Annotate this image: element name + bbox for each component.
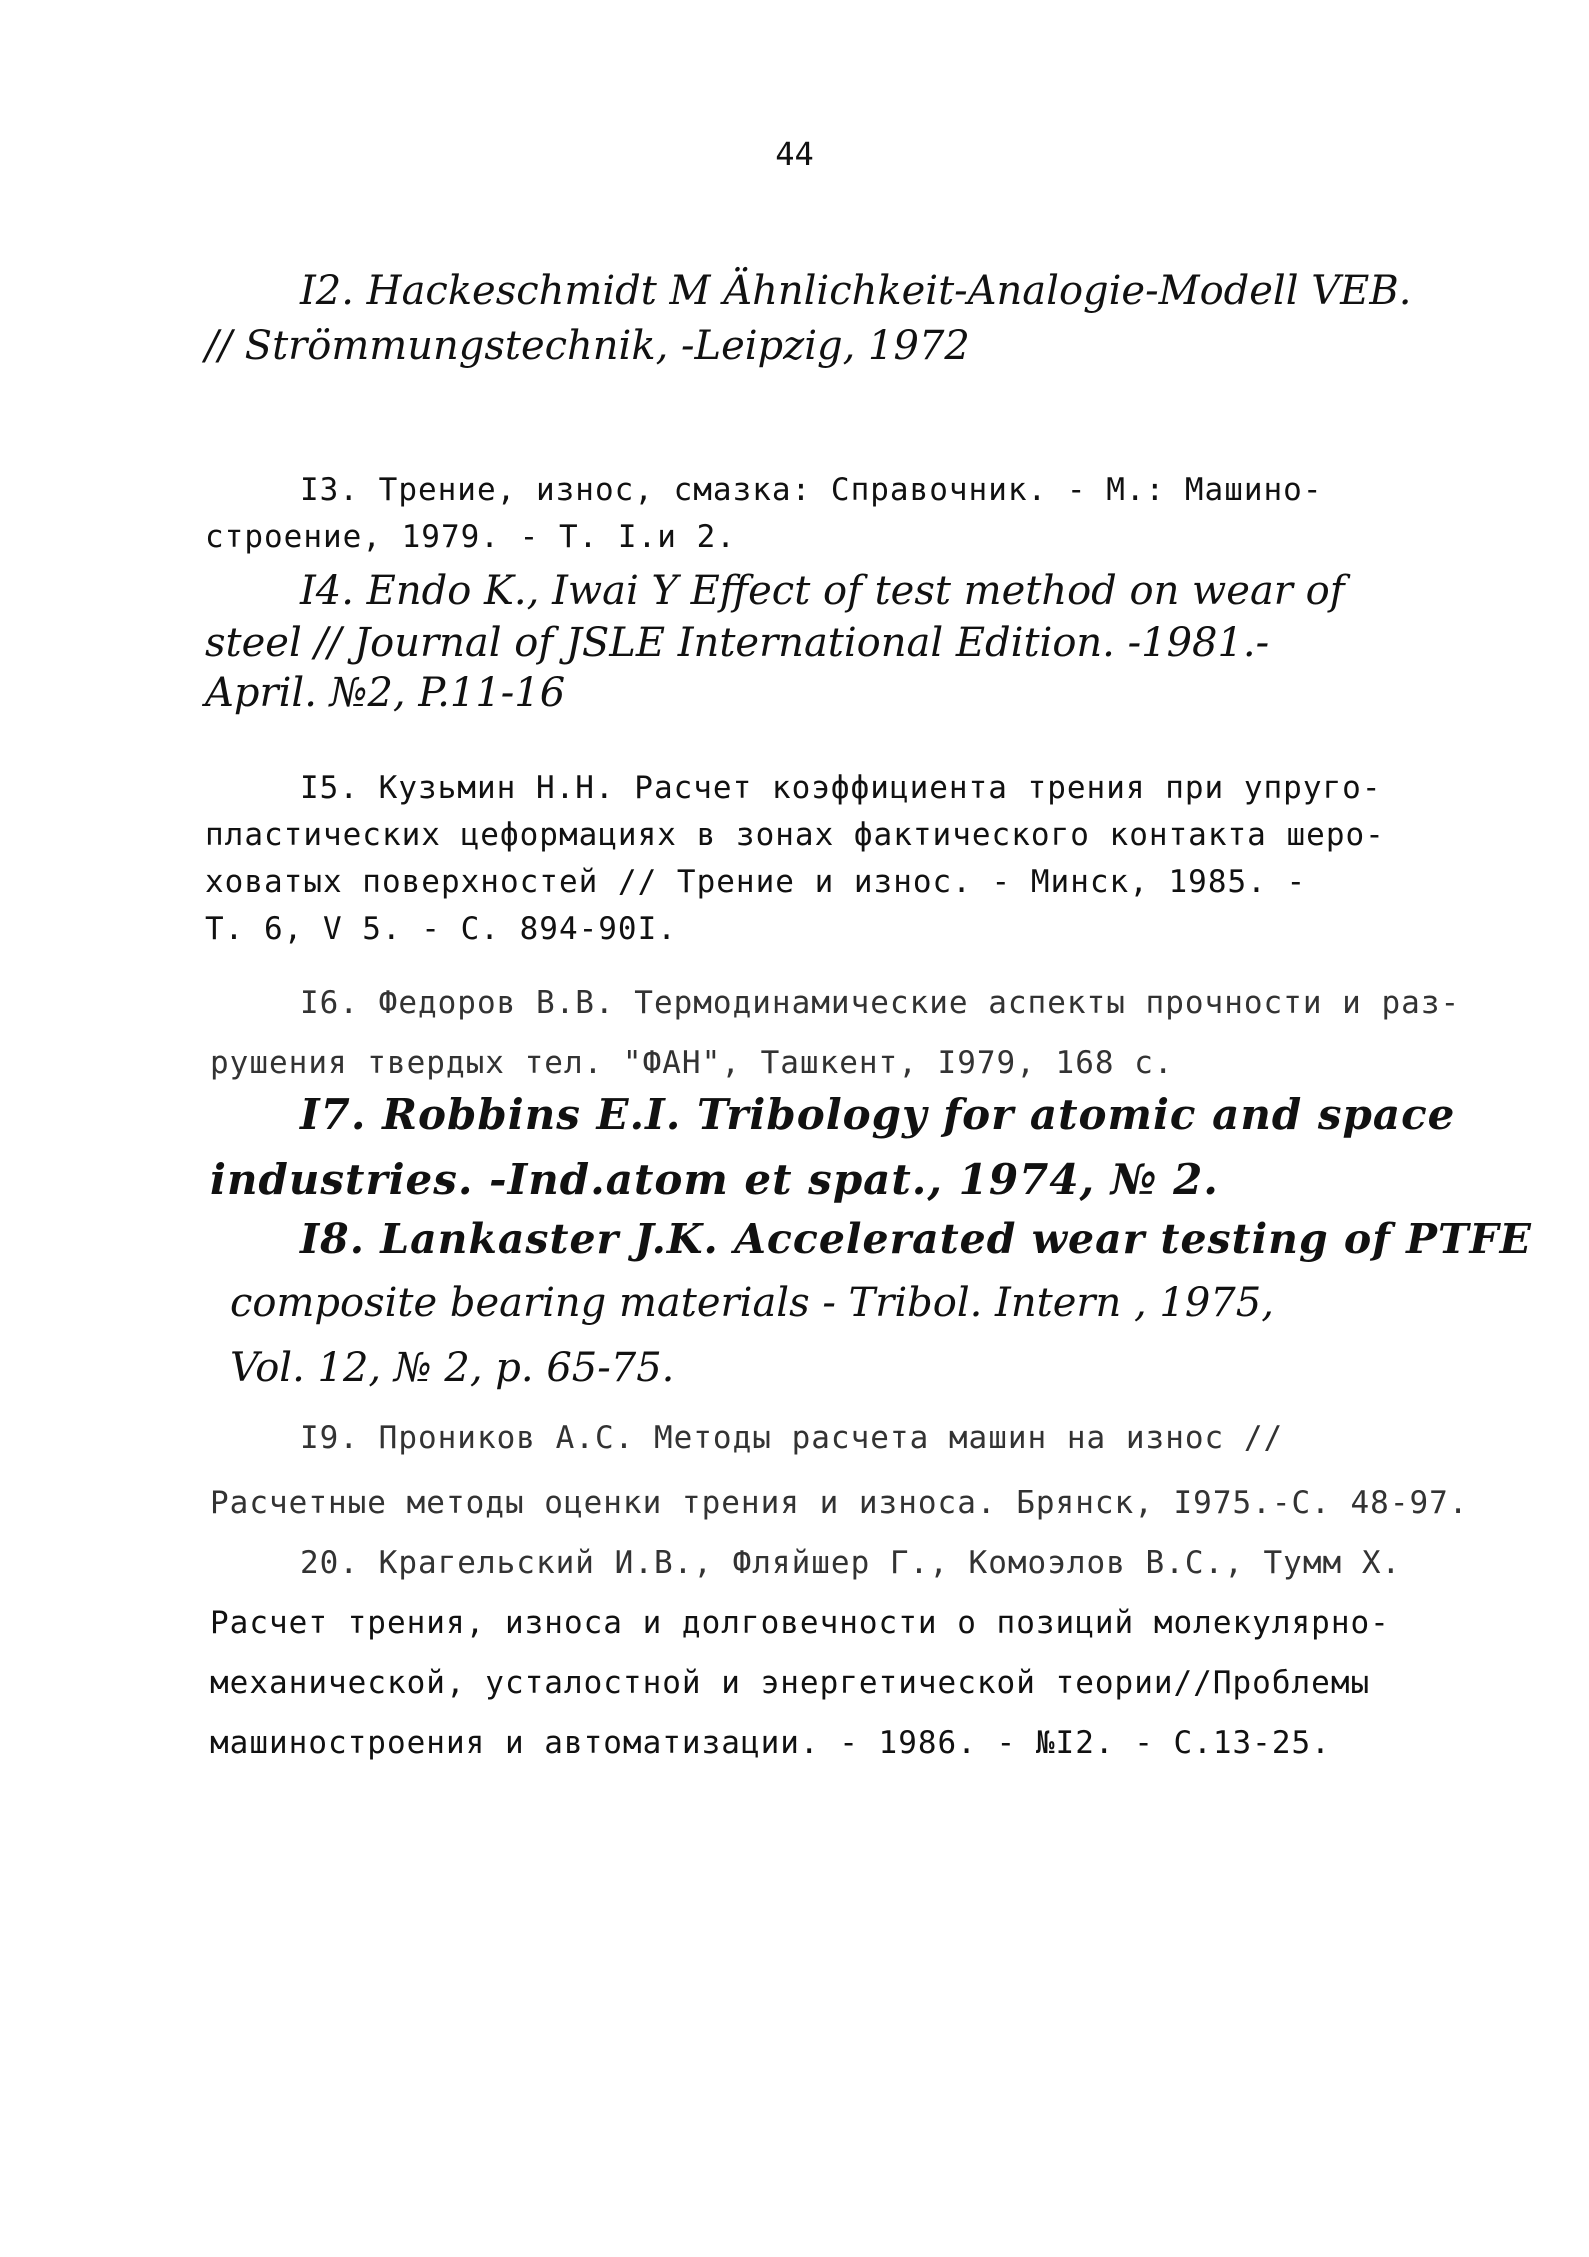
reference-12-line-1: I2. Hackeschmidt M Ähnlichkeit-Analogie-Modell VEB. [300,268,1412,314]
reference-14-line-1: I4. Endo K., Iwai Y Effect of test method on wear of [300,568,1345,614]
reference-20-line-1: 20. Крагельский И.В., Фляйшер Г., Комоэлов В.С., Тумм Х. [300,1545,1402,1581]
reference-17-line-1: I7. Robbins E.I. Tribology for atomic and space [300,1090,1456,1139]
reference-13-line-2: строение, 1979. - Т. I.и 2. [205,519,736,555]
reference-13-line-1: I3. Трение, износ, смазка: Справочник. - М.: Машино- [300,472,1323,508]
reference-16-line-2: рушения твердых тел. "ФАН", Ташкент, I979, 168 с. [210,1045,1174,1081]
reference-20-line-2: Расчет трения, износа и долговечности о позиций молекулярно- [210,1605,1390,1641]
reference-16-line-1: I6. Федоров В.В. Термодинамические аспекты прочности и раз- [300,985,1461,1021]
reference-18-line-3: Vol. 12, № 2, p. 65-75. [230,1345,675,1391]
reference-15-line-1: I5. Кузьмин Н.Н. Расчет коэффициента трения при упруго- [300,770,1382,806]
reference-15-line-2: пластических цеформациях в зонах фактического контакта шеро- [205,817,1385,853]
reference-15-line-3: ховатых поверхностей // Трение и износ. - Минск, 1985. - [205,864,1307,900]
reference-15-line-4: Т. 6, V 5. - С. 894-90I. [205,911,677,947]
reference-19-line-2: Расчетные методы оценки трения и износа. Брянск, I975.-С. 48-97. [210,1485,1469,1521]
reference-17-line-2: industries. -Ind.atom et spat., 1974, № 2. [210,1155,1219,1204]
reference-14-line-3: April. №2, P.11-16 [205,670,566,716]
reference-18-line-2: composite bearing materials - Tribol. Intern , 1975, [230,1280,1274,1326]
reference-18-line-1: I8. Lankaster J.K. Accelerated wear testing of PTFE [300,1215,1532,1263]
reference-12-line-2: // Strömmungstechnik, -Leipzig, 1972 [205,323,970,369]
page-number: 44 [775,135,814,173]
reference-19-line-1: I9. Проников А.С. Методы расчета машин на износ // [300,1420,1284,1456]
reference-14-line-2: steel // Journal of JSLE International Edition. -1981.- [205,620,1270,666]
reference-20-line-3: механической, усталостной и энергетической теории//Проблемы [210,1665,1371,1701]
reference-20-line-4: машиностроения и автоматизации. - 1986. - №I2. - С.13-25. [210,1725,1331,1761]
